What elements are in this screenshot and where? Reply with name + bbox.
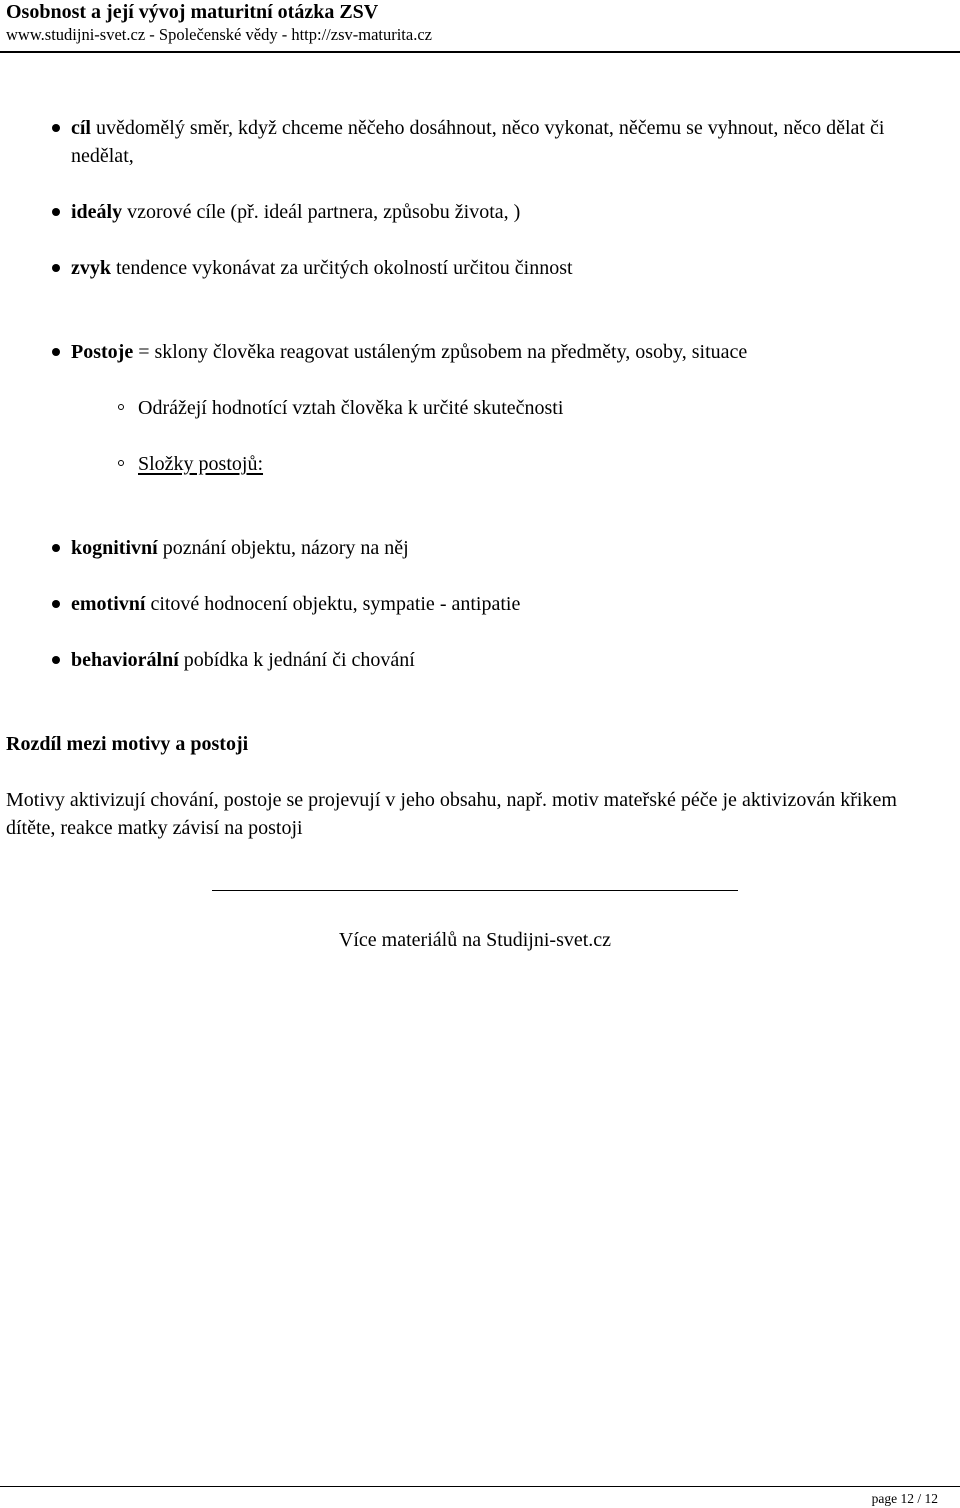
list-item-cil [71, 114, 941, 170]
term: zvyk [71, 257, 111, 279]
document-title: Osobnost a její vývoj maturitní otázka ZSV [6, 1, 379, 23]
definition: citové hodnocení objektu, sympatie - antipatie [145, 593, 521, 615]
list-item-postoje [71, 338, 941, 366]
term: ideály [71, 201, 123, 223]
definition: pobídka k jednání či chování [178, 649, 415, 671]
sub-item-odrazeji: Odrážejí hodnotící vztah člověka k určité skutečnosti [138, 397, 564, 419]
definition: = sklony člověka reagovat ustáleným způsobem na předměty, osoby, situace [133, 341, 748, 363]
bullet-icon [52, 348, 60, 356]
list-item-emotivni [71, 590, 941, 618]
list-item-kognitivni [71, 534, 941, 562]
bullet-icon [52, 264, 60, 272]
document-subtitle: www.studijni-svet.cz - Společenské vědy - http://zsv-maturita.cz [6, 25, 432, 44]
bullet-icon [52, 600, 60, 608]
list-item-zvyk [71, 254, 941, 282]
term: Postoje [71, 341, 134, 363]
more-materials-link[interactable]: Více materiálů na Studijni-svet.cz [338, 929, 612, 951]
definition: uvědomělý směr, když chceme něčeho dosáhnout, něco vykonat, něčemu se vyhnout, něco dělat či nedělat, [71, 117, 885, 167]
definition: vzorové cíle (př. ideál partnera, způsobu života, ) [122, 201, 521, 223]
page-number: page 12 / 12 [871, 1491, 938, 1506]
section-heading: Rozdíl mezi motivy a postoji [6, 733, 249, 755]
circle-bullet-icon [118, 460, 124, 466]
term: emotivní [71, 593, 146, 615]
definition: tendence vykonávat za určitých okolností určitou činnost [111, 257, 573, 279]
circle-bullet-icon [118, 404, 124, 410]
footer-divider [0, 1486, 960, 1487]
sub-item-slozky-postoju: Složky postojů: [138, 453, 264, 475]
page-header [6, 0, 432, 46]
term: behaviorální [71, 649, 179, 671]
bullet-icon [52, 544, 60, 552]
header-divider [0, 51, 960, 53]
bullet-icon [52, 656, 60, 664]
term: cíl [71, 117, 91, 139]
definition: poznání objektu, názory na něj [157, 537, 409, 559]
bullet-icon [52, 208, 60, 216]
list-item-idealy [71, 198, 941, 226]
bullet-icon [52, 124, 60, 132]
content-divider [212, 890, 738, 891]
term: kognitivní [71, 537, 158, 559]
list-item-behavioralni [71, 646, 941, 674]
body-paragraph: Motivy aktivizují chování, postoje se projevují v jeho obsahu, např. motiv mateřské péče je aktivizován křikem dítěte, reakce matky závisí na postoji [6, 789, 897, 839]
